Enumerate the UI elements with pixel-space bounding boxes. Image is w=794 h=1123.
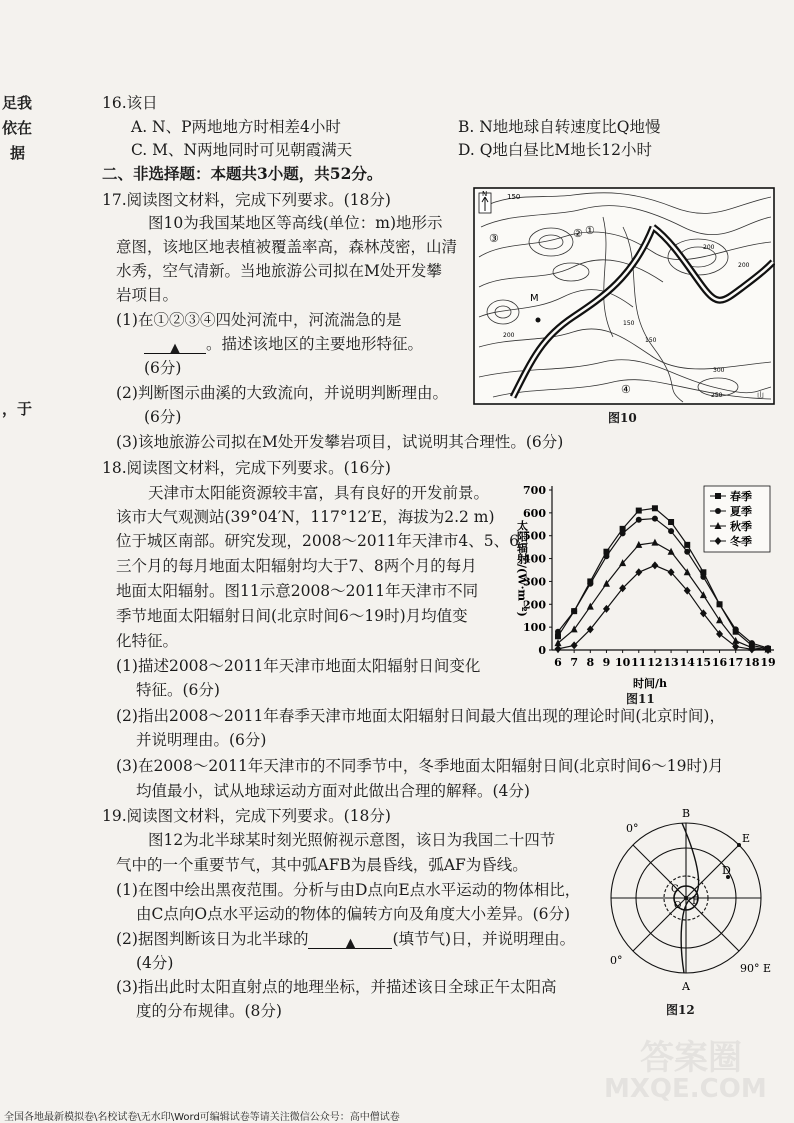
chart-point: [717, 601, 723, 607]
chart-legend-label: 夏季: [730, 505, 752, 518]
chart-x-tick-label: 9: [602, 656, 611, 669]
q19-para-2: 气中的一个重要节气，其中弧AFB为晨昏线，弧AF为昏线。: [116, 856, 528, 874]
point-d-label: D: [722, 864, 731, 877]
side-text-4: ，于: [2, 400, 33, 418]
chart-x-tick-label: 13: [663, 656, 679, 669]
q19-sub1-a: (1)在图中绘出黑夜范围。分析与由D点向E点水平运动的物体相比，: [116, 881, 581, 899]
deg0-top-label: 0°: [626, 822, 639, 835]
q18-sub2-a: (2)指出2008～2011年春季天津市地面太阳辐射日间最大值出现的理论时间(北京时间)，: [116, 707, 725, 725]
svg-text:150: 150: [507, 193, 521, 201]
q17-sub2-a: (2)判断图示曲溪的大致流向，并说明判断理由。: [116, 384, 448, 402]
svg-text:250: 250: [711, 392, 723, 399]
marker-4: ④: [621, 383, 631, 396]
chart-point: [652, 505, 658, 511]
chart-y-tick-label: 0: [538, 644, 546, 657]
chart-x-tick-label: 16: [711, 656, 728, 669]
q17-sub1-b: 。描述该地区的主要地形特征。: [206, 335, 424, 353]
q16-option-c: C. M、N两地同时可见朝霞满天: [131, 141, 353, 159]
q19-sub3-b: 度的分布规律。(8分): [136, 1002, 282, 1020]
deg0-bottom-label: 0°: [610, 954, 623, 967]
contour-map-figure: [473, 187, 775, 405]
chart-x-tick-label: 11: [631, 656, 647, 669]
chart-y-tick-label: 400: [523, 552, 546, 566]
chart-x-tick-label: 7: [570, 656, 578, 669]
q16-stem: 16.该日: [102, 94, 158, 112]
q19-sub3-a: (3)指出此时太阳直射点的地理坐标，并描述该日全球正午太阳高: [116, 978, 557, 996]
point-e-label: E: [742, 832, 751, 845]
chart-point: [636, 508, 642, 514]
svg-text:山: 山: [757, 391, 764, 399]
side-text-2: 依在: [2, 119, 33, 137]
chart-point: [733, 626, 739, 632]
q18-para-3: 位于城区南部。研究发现，2008～2011年天津市4、5、6: [116, 532, 519, 550]
triangle-icon: ▲: [170, 341, 180, 356]
side-text-1: 足我: [2, 94, 33, 112]
q18-para-5: 地面太阳辐射。图11示意2008～2011年天津市不同: [116, 582, 479, 600]
chart-legend-marker: [715, 493, 721, 499]
answer-blank[interactable]: [144, 337, 206, 354]
polar-illumination-figure: [604, 802, 784, 998]
q18-sub1-a: (1)描述2008～2011年天津市地面太阳辐射日间变化: [116, 657, 481, 675]
marker-1: ①: [585, 224, 595, 237]
q18-sub3-b: 均值最小，试从地球运动方面对此做出合理的解释。(4分): [136, 782, 530, 800]
q19-sub2-b: (填节气)日，并说明理由。: [392, 930, 576, 948]
chart-x-tick-label: 14: [679, 656, 695, 669]
point-o-label: O: [674, 901, 682, 911]
q18-stem: 18.阅读图文材料，完成下列要求。(16分): [102, 459, 391, 477]
chart-y-tick-label: 200: [523, 598, 546, 612]
q18-para-2: 该市大气观测站(39°04′N，117°12′E，海拔为2.2 m): [116, 508, 495, 526]
chart-x-tick-label: 6: [554, 656, 562, 669]
q17-sub1-line: [144, 334, 423, 354]
chart-point: [700, 574, 706, 580]
triangle-icon: ▲: [345, 936, 356, 951]
q19-sub2-score: (4分): [136, 954, 174, 972]
solar-radiation-chart: [510, 480, 782, 690]
marker-m: M: [530, 293, 539, 304]
q19-sub1-b: 由C点向O点水平运动的物体的偏转方向及角度大小差异。(6分): [136, 905, 571, 923]
answer-blank-2[interactable]: [308, 932, 392, 949]
chart-x-tick-label: 17: [728, 656, 744, 669]
chart-point: [555, 629, 561, 635]
chart-point: [668, 519, 674, 525]
north-label: N: [482, 190, 488, 198]
chart-point: [620, 530, 626, 536]
q17-para-4: 岩项目。: [116, 286, 179, 304]
chart-legend-label: 春季: [730, 490, 752, 503]
chart-y-tick-label: 600: [523, 506, 546, 520]
q17-para-3: 水秀，空气清新。当地旅游公司拟在M处开发攀: [116, 262, 442, 280]
q18-para-6: 季节地面太阳辐射日间(北京时间6～19时)月均值变: [116, 607, 468, 625]
chart-point: [571, 608, 577, 614]
q19-sub2-line: [116, 929, 575, 949]
chart-y-tick-label: 100: [523, 621, 546, 635]
q17-para-1: 图10为我国某地区等高线(单位：m)地形示: [148, 214, 443, 232]
q16-option-b: B. N地地球自转速度比Q地慢: [458, 118, 661, 136]
q17-sub1-score: (6分): [144, 359, 182, 377]
chart-legend-marker: [715, 508, 721, 514]
svg-text:150: 150: [623, 320, 635, 327]
chart-legend-label: 冬季: [730, 535, 752, 548]
q19-stem: 19.阅读图文材料，完成下列要求。(18分): [102, 807, 391, 825]
section-heading: 二、非选择题：本题共3小题，共52分。: [102, 164, 383, 183]
chart-x-tick-label: 8: [586, 656, 595, 669]
chart-point: [603, 553, 609, 559]
page-footer: 全国各地最新模拟卷\名校试卷\无水印\Word可编辑试卷等请关注微信公众号：高中僧试卷: [4, 1112, 400, 1123]
q17-sub2-score: (6分): [144, 408, 182, 426]
point-f-label: F: [692, 896, 699, 907]
q17-sub1-a: (1)在①②③④四处河流中，河流湍急的是: [116, 311, 402, 329]
chart-x-tick-label: 19: [760, 656, 776, 669]
q17-para-2: 意图，该地区地表植被覆盖率高，森林茂密，山清: [116, 238, 458, 256]
chart-point: [668, 528, 674, 534]
chart-point: [636, 517, 642, 523]
chart-point: [668, 548, 675, 555]
chart-y-tick-label: 500: [523, 529, 546, 543]
chart-y-tick-label: 700: [523, 484, 546, 497]
point-a-label: A: [682, 980, 690, 993]
q16-option-a: A. N、P两地地方时相差4小时: [131, 118, 341, 136]
watermark-url: MXQE.COM: [604, 1074, 767, 1104]
q18-sub3-a: (3)在2008～2011年天津市的不同季节中，冬季地面太阳辐射日间(北京时间6～19时)月: [116, 757, 724, 775]
q18-para-4: 三个月的每月地面太阳辐射均大于7、8两个月的每月: [116, 557, 477, 575]
chart-legend-label: 秋季: [730, 520, 752, 533]
chart-x-tick-label: 12: [647, 656, 663, 669]
chart-point: [684, 542, 690, 548]
q18-para-7: 化特征。: [116, 632, 179, 650]
chart-y-tick-label: 300: [523, 575, 546, 589]
svg-text:300: 300: [713, 367, 725, 374]
deg90e-label: 90° E: [740, 962, 772, 975]
svg-text:200: 200: [738, 262, 750, 269]
q17-sub3: (3)该地旅游公司拟在M处开发攀岩项目，试说明其合理性。(6分): [116, 433, 564, 451]
side-text-3: 据: [10, 144, 26, 162]
svg-text:200: 200: [703, 244, 715, 251]
chart-x-axis-label: 时间/h: [632, 677, 668, 690]
chart-point: [651, 561, 658, 569]
chart-x-tick-label: 10: [614, 656, 631, 669]
chart-x-tick-label: 15: [695, 656, 712, 669]
chart-point: [651, 539, 658, 546]
svg-text:200: 200: [503, 332, 515, 339]
chart-point: [652, 516, 658, 522]
figure-10-caption: 图10: [608, 411, 637, 425]
point-c-label: C: [671, 884, 679, 895]
chart-x-tick-label: 18: [744, 656, 760, 669]
point-b-label: B: [682, 807, 691, 820]
q18-para-1: 天津市太阳能资源较丰富，具有良好的开发前景。: [148, 484, 490, 502]
figure-11-caption: 图11: [626, 692, 655, 706]
q19-sub2-a: (2)据图判断该日为北半球的: [116, 930, 309, 948]
chart-point: [684, 549, 690, 555]
q16-option-d: D. Q地白昼比M地长12小时: [458, 141, 653, 159]
marker-2: ②: [573, 227, 583, 240]
chart-point: [587, 581, 593, 587]
q17-stem: 17.阅读图文材料，完成下列要求。(18分): [102, 191, 391, 209]
marker-3: ③: [489, 232, 499, 245]
chart-y-axis-label: 太阳辐射/(W·m⁻²): [515, 520, 529, 617]
svg-text:150: 150: [645, 337, 657, 344]
q19-para-1: 图12为北半球某时刻光照俯视示意图，该日为我国二十四节: [148, 831, 556, 849]
watermark-logo: 答案圈: [640, 1038, 742, 1078]
q18-sub1-b: 特征。(6分): [136, 681, 220, 699]
q18-sub2-b: 并说明理由。(6分): [136, 731, 267, 749]
figure-12-caption: 图12: [666, 1003, 695, 1017]
